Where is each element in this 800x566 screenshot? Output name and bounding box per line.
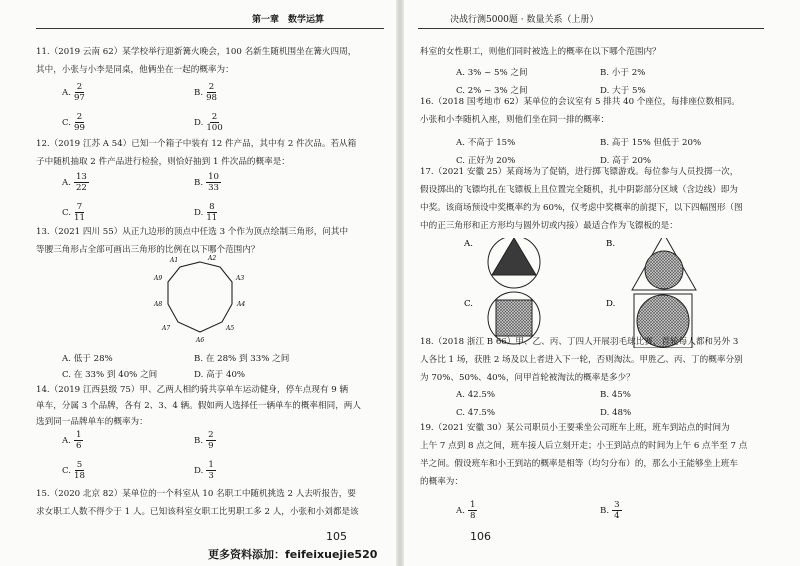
q19-line1: 19.（2021 安徽 30）某公司职员小王要乘坐公司班车上班，班车到站点的时间为 bbox=[420, 423, 730, 433]
q11-option-d: D. $\frac{2}{100}$ bbox=[194, 112, 223, 133]
q14-line3: 选到同一品牌单车的概率为： bbox=[36, 417, 148, 427]
q19-line2: 上午 7 点到 8 点之间，班车接人后立刻开走；小王到站点的时间为上午 6 点半至 7 点 bbox=[420, 441, 748, 451]
q13-option-b: B. 在 28% 到 33% 之间 bbox=[194, 354, 290, 364]
q17-line4: 中的正三角形和正方形均与圆外切或内接）最适合作为飞镖板的是： bbox=[420, 221, 678, 231]
q18-option-a: A. 42.5% bbox=[456, 390, 495, 400]
footer-contact: 更多资料添加：feifeixuejie520 bbox=[208, 548, 378, 561]
q11-option-c: C. $\frac{2}{99}$ bbox=[62, 112, 85, 133]
q18-line1: 18.（2018 浙江 B 66）甲、乙、丙、丁四人开展羽毛球比赛，首轮每人都和另外 3 bbox=[420, 337, 739, 347]
svg-text:D.: D. bbox=[606, 299, 616, 309]
q15-option-a: A. 3% ~ 5% 之间 bbox=[456, 68, 528, 78]
q12-option-c: C. $\frac{7}{11}$ bbox=[62, 202, 85, 223]
q12-line2: 子中随机抽取 2 件产品进行检验，则恰好抽到 1 件次品的概率是： bbox=[36, 157, 290, 167]
q11-line2: 其中，小张与小李是同桌，他俩坐在一起的概率为： bbox=[36, 65, 234, 75]
q16-line1: 16.（2018 国考地市 62）某单位的会议室有 5 排共 40 个座位，每排座位数相同。 bbox=[420, 97, 740, 107]
right-header-rule bbox=[418, 28, 764, 29]
svg-text:A.: A. bbox=[464, 239, 473, 249]
svg-text:B.: B. bbox=[606, 239, 616, 249]
q12-option-b: B. $\frac{10}{33}$ bbox=[194, 172, 219, 193]
q13-option-d: D. 高于 40% bbox=[194, 370, 246, 380]
figure-b-triangle-with-circle bbox=[606, 238, 696, 290]
nonagon-figure bbox=[140, 252, 260, 352]
q16-line2: 小张和小李随机入座，则他们坐在同一排的概率： bbox=[420, 115, 610, 125]
q15-option-d: D. 大于 5% bbox=[600, 86, 646, 96]
q12-option-d: D. $\frac{8}{11}$ bbox=[194, 202, 218, 223]
vertex-label-a9: A9 bbox=[154, 275, 163, 282]
vertex-label-a1: A1 bbox=[170, 257, 179, 264]
left-header: 第一章 数学运算 bbox=[252, 15, 325, 25]
q16-option-a: A. 不高于 15% bbox=[456, 138, 516, 148]
q13-option-a: A. 低于 28% bbox=[62, 354, 113, 364]
q12-line1: 12.（2019 江苏 A 54）已知一个箱子中装有 12 件产品，其中有 2 件次品。若从箱 bbox=[36, 139, 357, 149]
svg-text:C.: C. bbox=[464, 299, 474, 309]
figure-a-circle-with-triangle bbox=[463, 238, 540, 288]
q15-cont-line: 科室的女性职工，则他们同时被选上的概率在以下哪个范围内？ bbox=[420, 47, 661, 57]
vertex-label-a6: A6 bbox=[196, 337, 205, 344]
q19-option-b: B. $\frac{3}{4}$ bbox=[600, 500, 620, 521]
q13-line1: 13.（2021 四川 55）从正九边形的顶点中任选 3 个作为顶点绘制三角形，问其中 bbox=[36, 227, 349, 237]
q15-line1: 15.（2020 北京 82）某单位的一个科室从 10 名职工中随机挑选 2 人去听报告，要 bbox=[36, 489, 356, 499]
q14-option-c: C. $\frac{5}{18}$ bbox=[62, 460, 85, 481]
q11-line1: 11.（2019 云南 62）某学校举行迎新篝火晚会，100 名新生随机围坐在篝火四周， bbox=[36, 47, 357, 57]
q15-option-b: B. 小于 2% bbox=[600, 68, 646, 78]
q18-line3: 为 70%、50%、40%，问甲首轮被淘汰的概率是多少？ bbox=[420, 373, 635, 383]
q14-option-a: A. $\frac{1}{6}$ bbox=[62, 430, 82, 451]
right-page-number: 106 bbox=[470, 530, 491, 543]
q18-line2: 人各比 1 场，获胜 2 场及以上者进入下一轮，否则淘汰。甲胜乙、丙、丁的概率分别 bbox=[420, 355, 743, 365]
book-gutter bbox=[396, 0, 404, 566]
vertex-label-a2: A2 bbox=[208, 255, 217, 262]
q17-line3: 中奖。该商场预设中奖概率约为 60%，仅考虑中奖概率的前提下，以下四幅图形（图 bbox=[420, 203, 743, 213]
vertex-label-a8: A8 bbox=[154, 301, 163, 308]
nonagon-shape bbox=[168, 262, 235, 332]
q14-option-d: D. $\frac{1}{3}$ bbox=[194, 460, 214, 481]
q12-option-a: A. $\frac{13}{22}$ bbox=[62, 172, 87, 193]
q14-option-b: B. $\frac{2}{9}$ bbox=[194, 430, 214, 451]
q19-line3: 半之间。假设班车和小王到站的概率是相等（均匀分布）的，那么小王能够坐上班车 bbox=[420, 459, 738, 469]
q11-option-b: B. $\frac{2}{98}$ bbox=[194, 82, 217, 103]
q19-line4: 的概率为： bbox=[420, 477, 463, 487]
q13-line2: 等腰三角形占全部可画出三角形的比例在以下哪个范围内？ bbox=[36, 245, 260, 255]
q11-option-a: A. $\frac{2}{97}$ bbox=[62, 82, 85, 103]
q18-option-b: B. 45% bbox=[600, 390, 631, 400]
q16-option-b: B. 高于 15% 但低于 20% bbox=[600, 138, 702, 148]
left-header-rule bbox=[36, 28, 384, 29]
q13-option-c: C. 在 33% 到 40% 之间 bbox=[62, 370, 158, 380]
q15-option-c: C. 2% ~ 3% 之间 bbox=[456, 86, 528, 96]
vertex-label-a4: A4 bbox=[237, 301, 246, 308]
vertex-label-a7: A7 bbox=[162, 325, 171, 332]
vertex-label-a3: A3 bbox=[236, 275, 245, 282]
q14-line2: 单车，分属 3 个品牌，各有 2、3、4 辆。假如两人选择任一辆单车的概率相同，两人 bbox=[36, 401, 361, 411]
q17-line1: 17.（2021 安徽 25）某商场为了促销，进行掷飞镖游戏。每位参与人员投掷一次， bbox=[420, 167, 739, 177]
q16-option-c: C. 正好为 20% bbox=[456, 156, 516, 166]
left-page-number: 105 bbox=[326, 530, 347, 543]
vertex-label-a5: A5 bbox=[226, 325, 235, 332]
q17-line2: 假设掷出的飞镖均扎在飞镖板上且位置完全随机，扎中阴影部分区域（含边线）即为 bbox=[420, 185, 738, 195]
q14-line1: 14.（2019 江西县级 75）甲、乙两人相约骑共享单车运动健身，停车点现有 9 辆 bbox=[36, 385, 349, 395]
q15-line2: 求女职工人数不得少于 1 人。已知该科室女职工比男职工多 2 人，小张和小刘都是该 bbox=[36, 507, 359, 517]
q19-option-a: A. $\frac{1}{8}$ bbox=[456, 500, 476, 521]
q18-option-d: D. 48% bbox=[600, 408, 632, 418]
right-header: 决战行测5000题 · 数量关系（上册） bbox=[450, 15, 599, 25]
q18-option-c: C. 47.5% bbox=[456, 408, 496, 418]
q16-option-d: D. 高于 20% bbox=[600, 156, 652, 166]
